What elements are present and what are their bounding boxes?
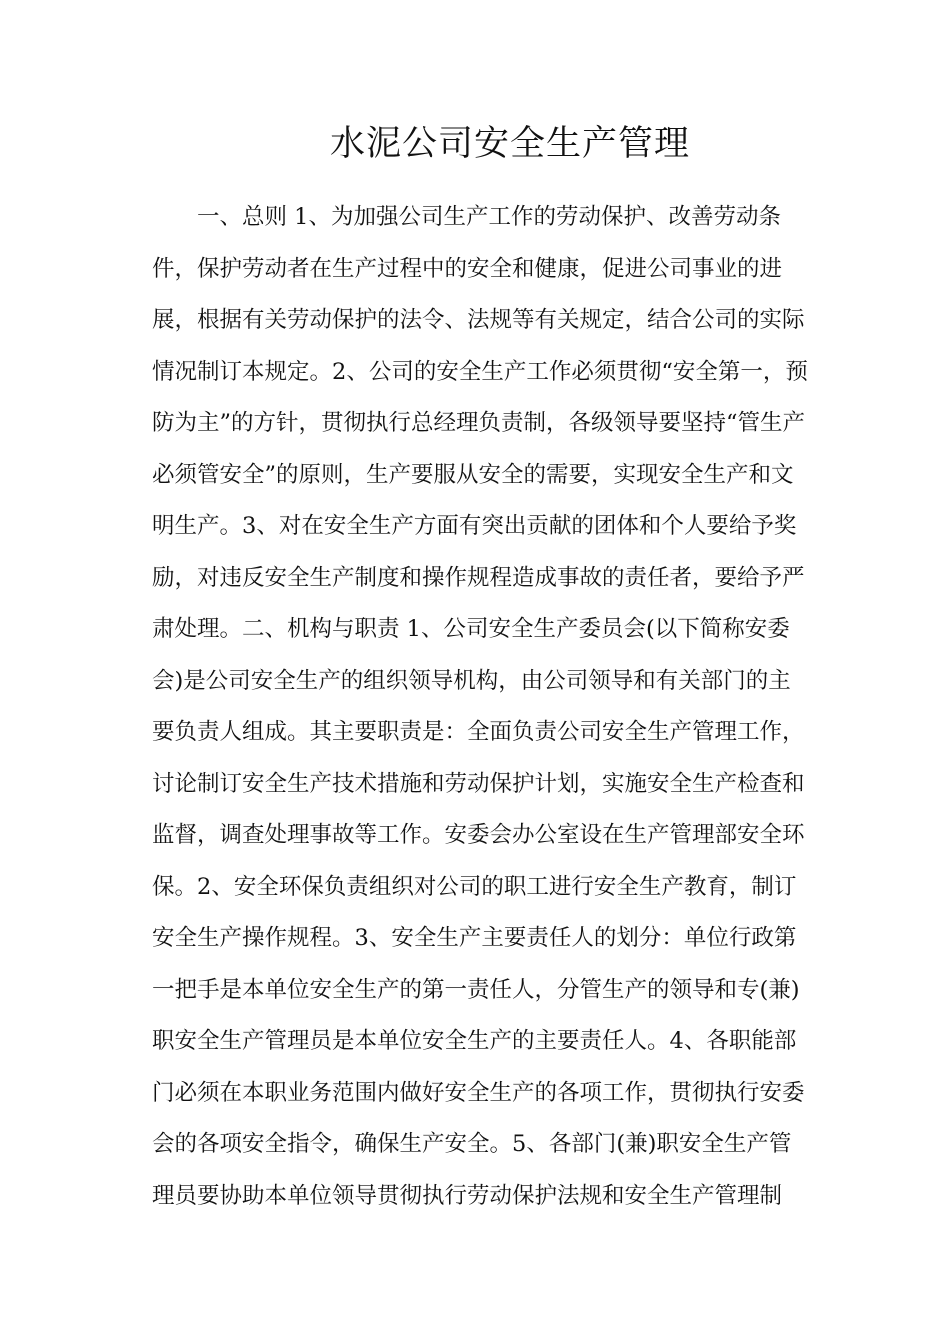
body-line: 监督，调查处理事故等工作。安委会办公室设在生产管理部安全环 xyxy=(152,822,805,848)
body-line: 件，保护劳动者在生产过程中的安全和健康，促进公司事业的进 xyxy=(152,255,783,282)
body-line: 职安全生产管理员是本单位安全生产的主要责任人。4、各职能部 xyxy=(152,1028,797,1054)
body-line: 会的各项安全指令，确保生产安全。5、各部门(兼)职安全生产管 xyxy=(152,1131,792,1157)
body-line: 一、总则 1、为加强公司生产工作的劳动保护、改善劳动条 xyxy=(197,204,781,230)
body-line: 肃处理。二、机构与职责 1、公司安全生产委员会(以下简称安委 xyxy=(152,616,790,642)
document-title: 水泥公司安全生产管理 xyxy=(329,124,690,164)
document-body xyxy=(152,192,808,1222)
body-line: 保。2、安全环保负责组织对公司的职工进行安全生产教育，制订 xyxy=(152,873,797,900)
body-line: 理员要协助本单位领导贯彻执行劳动保护法规和安全生产管理制 xyxy=(152,1182,783,1209)
body-line: 展，根据有关劳动保护的法令、法规等有关规定，结合公司的实际 xyxy=(152,307,805,333)
body-line: 一把手是本单位安全生产的第一责任人，分管生产的领导和专(兼) xyxy=(152,976,800,1003)
body-line: 讨论制订安全生产技术措施和劳动保护计划，实施安全生产检查和 xyxy=(152,770,805,797)
body-line: 励，对违反安全生产制度和操作规程造成事故的责任者，要给予严 xyxy=(152,564,805,591)
body-line: 情况制订本规定。2、公司的安全生产工作必须贯彻“安全第一，预 xyxy=(152,358,808,385)
body-line: 防为主”的方针，贯彻执行总经理负责制，各级领导要坚持“管生产 xyxy=(152,410,806,436)
body-line: 安全生产操作规程。3、安全生产主要责任人的划分：单位行政第 xyxy=(152,925,797,951)
body-line: 必须管安全”的原则，生产要服从安全的需要，实现安全生产和文 xyxy=(152,461,794,488)
body-line: 门必须在本职业务范围内做好安全生产的各项工作，贯彻执行安委 xyxy=(152,1079,805,1106)
body-line: 会)是公司安全生产的组织领导机构，由公司领导和有关部门的主 xyxy=(152,667,791,694)
body-line: 要负责人组成。其主要职责是：全面负责公司安全生产管理工作， xyxy=(152,719,805,745)
body-line: 明生产。3、对在安全生产方面有突出贡献的团体和个人要给予奖 xyxy=(152,513,797,539)
